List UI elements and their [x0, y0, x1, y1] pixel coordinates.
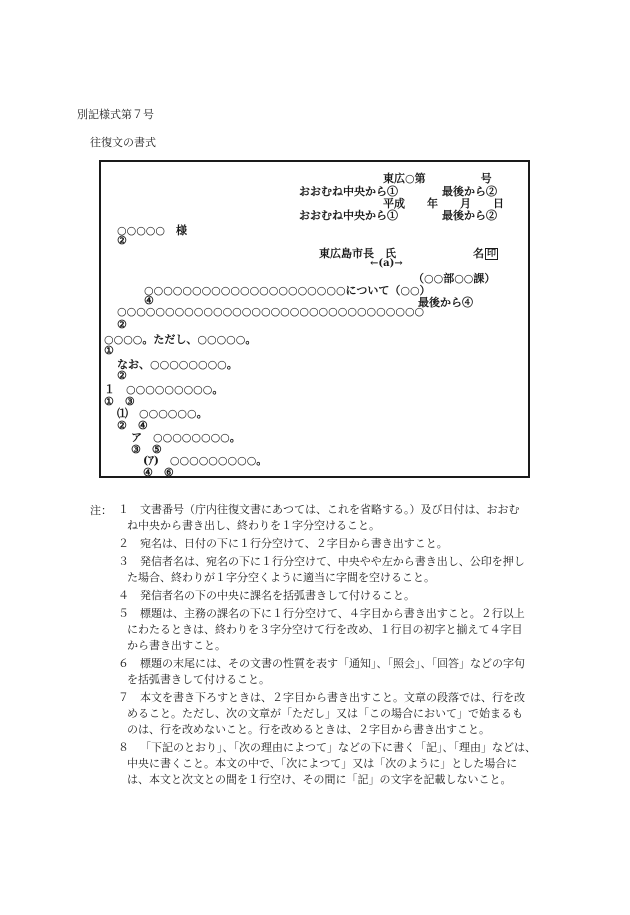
note-number: １	[118, 503, 129, 516]
note-item	[90, 536, 560, 552]
note-line: ね中央から書き出し、終わりを１字分空けること。	[127, 519, 380, 532]
note-line: 中央に書くこと。本文の中で、「次によつて」又は「次のように」とした場合に	[127, 757, 518, 770]
note-number: ３	[118, 555, 129, 568]
nao-paragraph: なお、○○○○○○○○。	[117, 358, 238, 371]
note-item	[90, 606, 560, 654]
addressee-note: ②	[117, 234, 127, 247]
date-note: おおむね中央から① 最後から②	[299, 209, 497, 222]
note-item	[90, 502, 560, 534]
note-line: のは、行を改めないこと。行を改めるときは、２字目から書き出すこと。	[127, 723, 490, 736]
seal-mark: 印	[487, 249, 497, 259]
note-number: ２	[118, 537, 129, 550]
note-number: ７	[118, 691, 129, 704]
notes-list	[90, 502, 560, 790]
sender-note: ←(a)→	[370, 258, 403, 269]
note-line: 標題の末尾には、その文書の性質を表す「通知」、「照会」、「回答」などの字句	[140, 657, 525, 670]
form-title: 往復文の書式	[90, 136, 156, 149]
item-level-3: ア ○○○○○○○○。	[131, 431, 241, 444]
date-line: 平成 年 月 日	[383, 197, 504, 210]
title-note-left: ④	[144, 294, 154, 307]
item-level-3-note: ③ ⑤	[131, 443, 162, 456]
note-line: 本文を書き下ろすときは、２字目から書き出すこと。文章の段落では、行を改	[140, 691, 525, 704]
doc-number-note: おおむね中央から① 最後から②	[299, 185, 497, 198]
body-line: ○○○○○○○○○○○○○○○○○○○○○○○○○○○○○○○○	[117, 305, 425, 318]
title-note-right: 最後から④	[418, 296, 473, 309]
note-item	[90, 690, 560, 738]
note-item	[90, 588, 560, 604]
item-level-4: (ｱ) ○○○○○○○○○。	[143, 454, 268, 467]
note-line: を括弧書きして付けること。	[127, 673, 270, 686]
note-item	[90, 554, 560, 586]
note-line: めること。ただし、次の文章が「ただし」又は「この場合において」で始まるも	[127, 707, 523, 720]
body-continuation: ○○○○。ただし、○○○○○。	[104, 333, 257, 346]
item-level-2: ⑴ ○○○○○○。	[117, 407, 208, 420]
note-line: にわたるときは、終わりを３字分空けて行を改め、１行目の初字と揃えて４字目	[127, 623, 523, 636]
letter-title: ○○○○○○○○○○○○○○○○○○○○○について（○○）	[144, 284, 431, 297]
note-line: 文書番号（庁内往復文書にあつては、これを省略する。）及び日付は、おおむ	[140, 503, 520, 516]
note-line: た場合、終わりが１字分空くように適当に字間を空けること。	[127, 571, 435, 584]
item-level-2-note: ② ④	[117, 419, 148, 432]
sender-text: 東広島市長 氏 名	[319, 247, 484, 260]
notes-label: 注：	[90, 504, 112, 517]
note-line: 宛名は、日付の下に１行分空けて、２字目から書き出すこと。	[140, 537, 448, 550]
note-item	[90, 740, 560, 788]
doc-number: 東広○第 号	[383, 172, 492, 185]
body-continuation-note: ①	[104, 344, 114, 357]
note-line: 発信者名の下の中央に課名を括弧書きして付けること。	[140, 589, 415, 602]
body-line-note: ②	[117, 318, 127, 331]
note-line: から書き出すこと。	[127, 639, 226, 652]
note-line: 「下記のとおり」、「次の理由によつて」などの下に書く「記」、「理由」などは、	[140, 741, 536, 754]
addressee: ○○○○○ 様	[117, 224, 187, 237]
note-number: ６	[118, 657, 129, 670]
note-number: ５	[118, 607, 129, 620]
note-line: 発信者名は、宛名の下に１行分空けて、中央やや左から書き出し、公印を押し	[140, 555, 525, 568]
item-level-1-note: ① ③	[104, 395, 135, 408]
nao-note: ②	[117, 369, 127, 382]
item-level-4-note: ④ ⑥	[143, 466, 174, 479]
form-label: 別記様式第７号	[77, 108, 154, 121]
note-item	[90, 656, 560, 688]
note-line: 標題は、主務の課名の下に１行分空けて、４字目から書き出すこと。２行以上	[140, 607, 525, 620]
note-line: は、本文と次文との間を１行空け、その間に「記」の文字を記載しないこと。	[127, 773, 512, 786]
note-number: ８	[118, 741, 129, 754]
note-number: ４	[118, 589, 129, 602]
sender-name	[319, 245, 498, 261]
item-level-1: １ ○○○○○○○○○。	[104, 383, 224, 396]
dept-name: （○○部○○課）	[413, 272, 496, 285]
